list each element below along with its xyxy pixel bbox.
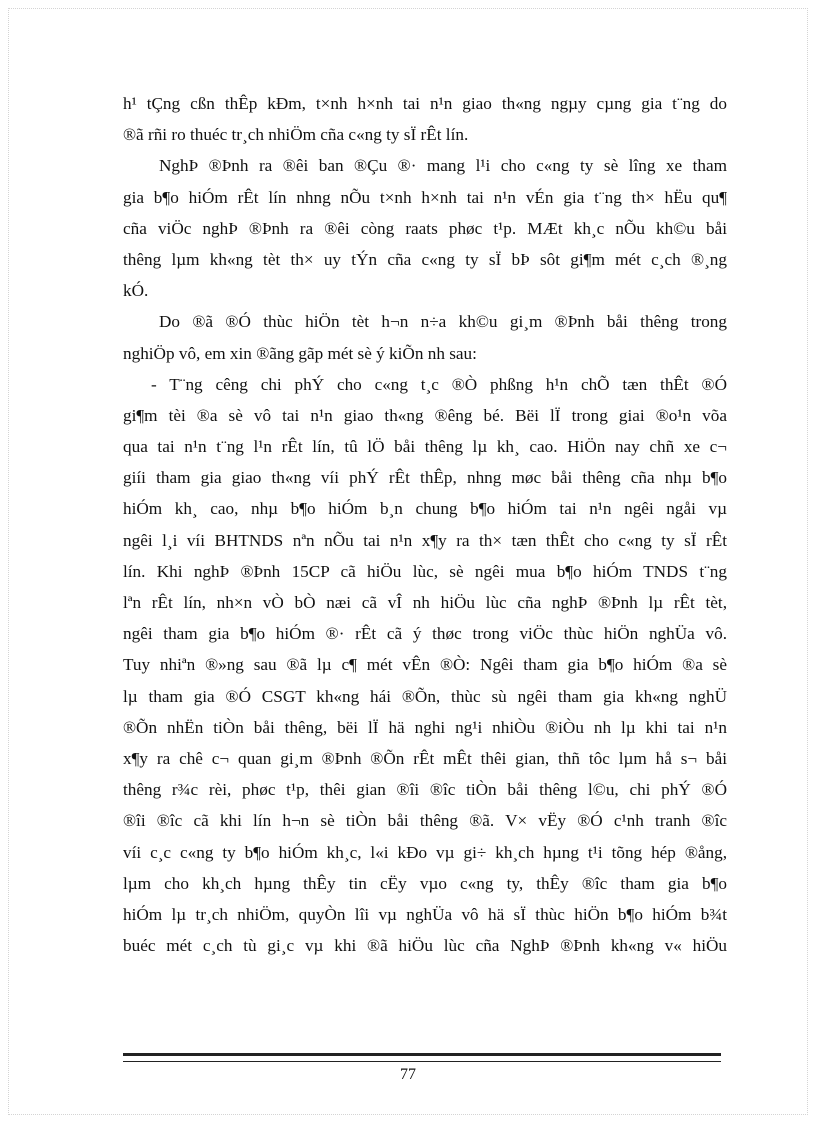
text-line: thêng lµm kh«ng tèt th× uy tÝn cña c«ng ty sÏ bÞ sôt gi¶m mét c¸ch ®¸ng bbox=[123, 249, 727, 269]
text-line: cña viÖc nghÞ ®Þnh ra ®êi còng raats phøc t¹p. MÆt kh¸c nÕu kh©u båi bbox=[123, 218, 727, 238]
text-line: gia b¶o hiÓm rÊt lín nhng nÕu t×nh h×nh tai n¹n vÉn gia t¨ng th× hËu qu¶ bbox=[123, 187, 727, 207]
text-line: thêng r¾c rèi, phøc t¹p, thêi gian ®îi ®îc tiÒn båi thêng l©u, chi phÝ ®Ó bbox=[123, 780, 727, 800]
text-line: h¹ tÇng cßn thÊp kÐm, t×nh h×nh tai n¹n giao th«ng ngµy cµng gia t¨ng do bbox=[123, 94, 727, 113]
text-line: hiÓm kh¸ cao, nhµ b¶o hiÓm b¸n chung b¶o hiÓm tai n¹n ngêi ngåi vµ bbox=[123, 499, 727, 519]
text-line: ®îi ®îc cã khi lín h¬n sè tiÒn båi thêng ®ã. V× vËy ®Ó c¹nh tranh ®îc bbox=[123, 811, 727, 831]
text-line: hiÓm lµ tr¸ch nhiÖm, quyÒn lîi vµ nghÜa vô hä sÏ thùc hiÖn b¶o hiÓm b¾t bbox=[123, 904, 727, 924]
text-line: kÓ. bbox=[123, 281, 149, 301]
text-line: Tuy nhiªn ®»ng sau ®ã lµ c¶ mét vÊn ®Ò: Ngêi tham gia b¶o hiÓm ®a sè bbox=[123, 655, 727, 675]
text-line: lªn rÊt lín, nh×n vÒ bÒ næi cã vÎ nh hiÖu lùc cña nghÞ ®Þnh lµ rÊt tèt, bbox=[123, 593, 727, 612]
text-line: Do ®ã ®Ó thùc hiÖn tèt h¬n n÷a kh©u gi¸m ®Þnh båi thêng trong bbox=[159, 312, 727, 332]
text-line: víi c¸c c«ng ty b¶o hiÓm kh¸c, l«i kÐo vµ gi÷ kh¸ch hµng t¹i tõng hép ®ång, bbox=[123, 842, 727, 862]
text-line: lµm cho kh¸ch hµng thÊy tin cËy vµo c«ng ty, thÊy ®îc tham gia b¶o bbox=[123, 873, 727, 893]
text-line: lín. Khi nghÞ ®Þnh 15CP cã hiÖu lùc, sè ngêi mua b¶o hiÓm TNDS t¨ng bbox=[123, 561, 727, 581]
document-body bbox=[123, 88, 727, 961]
text-line: x¶y ra chê c¬ quan gi¸m ®Þnh ®Õn rÊt mÊt thêi gian, thñ tôc lµm hå s¬ båi bbox=[123, 748, 727, 768]
text-line: nghiÖp vô, em xin ®ãng gãp mét sè ý kiÕn nh sau: bbox=[123, 343, 477, 363]
text-line: buéc mét c¸ch tù gi¸c vµ khi ®ã hiÖu lùc cña NghÞ ®Þnh kh«ng v« hiÖu bbox=[123, 936, 727, 956]
text-line: NghÞ ®Þnh ra ®êi ban ®Çu ®· mang l¹i cho c«ng ty sè lîng xe tham bbox=[159, 156, 727, 176]
bullet-line: - T¨ng cêng chi phÝ cho c«ng t¸c ®Ò phßng h¹n chÕ tæn thÊt ®Ó bbox=[151, 374, 727, 394]
text-line: ngêi tham gia b¶o hiÓm ®· rÊt cã ý thøc trong viÖc thùc hiÖn nghÜa vô. bbox=[123, 624, 727, 644]
text-line: ®ã rñi ro thuéc tr¸ch nhiÖm cña c«ng ty sÏ rÊt lín. bbox=[123, 125, 469, 145]
text-line: qua tai n¹n t¨ng l¹n rÊt lín, tû lÖ båi thêng lµ kh¸ cao. HiÖn nay chñ xe c¬ bbox=[123, 437, 727, 457]
text-line: giíi tham gia giao th«ng víi phÝ rÊt thÊp, nhng møc båi thêng cña nhµ b¶o bbox=[123, 468, 727, 488]
text-line: gi¶m tèi ®a sè vô tai n¹n giao th«ng ®êng bé. Bëi lÏ trong giai ®o¹n võa bbox=[123, 405, 727, 425]
text-line: lµ tham gia ®Ó CSGT kh«ng hái ®Õn, thùc sù ngêi tham gia kh«ng nghÜ bbox=[123, 686, 727, 706]
page-number: 77 bbox=[400, 1066, 416, 1083]
footer-divider bbox=[123, 1053, 721, 1062]
text-line: ®Õn nhËn tiÒn båi thêng, bëi lÏ hä nghi ng¹i nhiÒu ®iÒu nh lµ khi tai n¹n bbox=[123, 717, 727, 737]
text-line: ngêi l¸i víi BHTNDS nªn nÕu tai n¹n x¶y ra th× tæn thÊt cho c«ng ty sÏ rÊt bbox=[123, 530, 727, 550]
